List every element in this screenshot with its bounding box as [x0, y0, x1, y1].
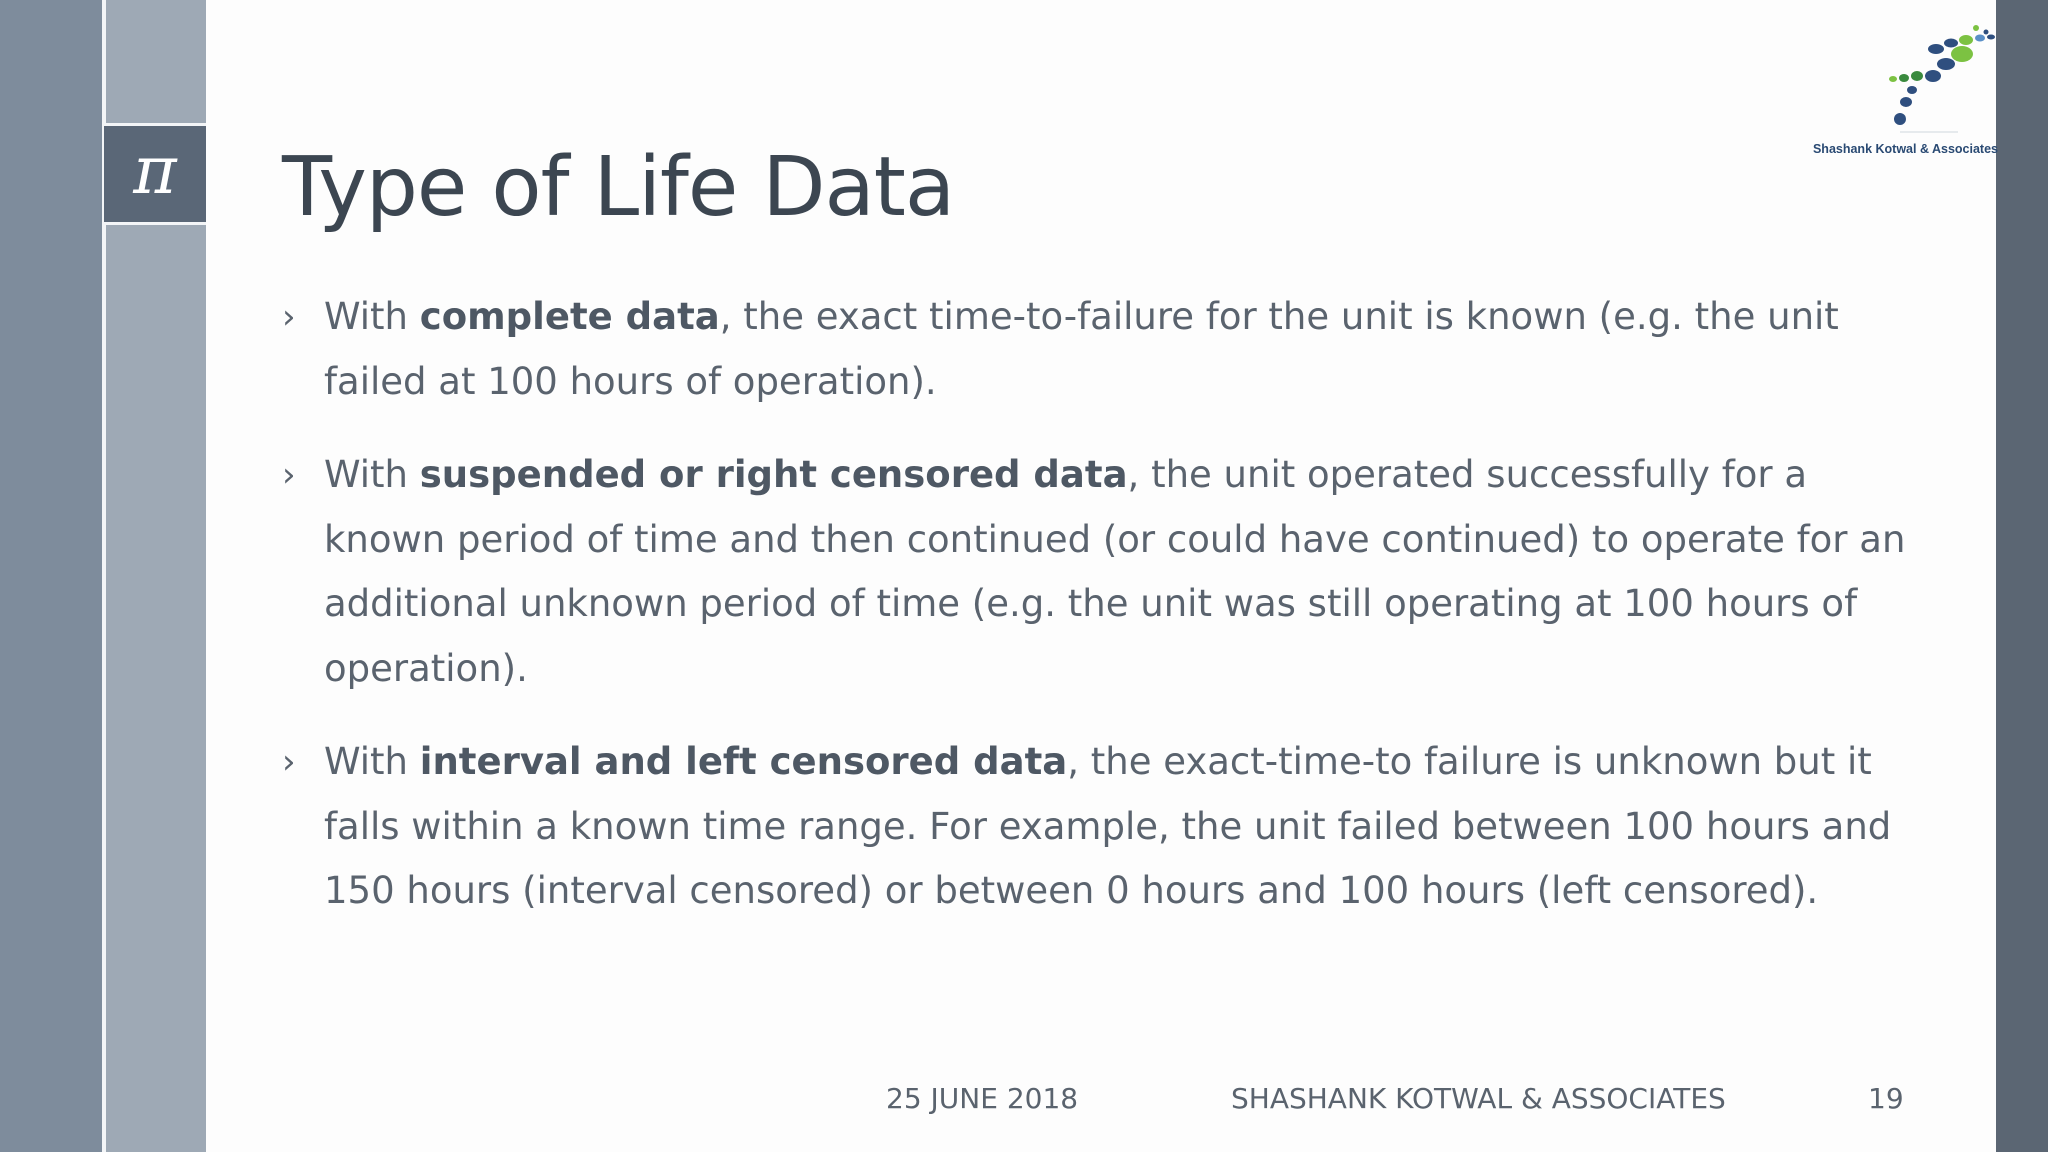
logo-dots-icon: [1808, 18, 1998, 142]
bullet-term: complete data: [419, 295, 720, 338]
bullet-term: suspended or right censored data: [419, 453, 1128, 496]
bullet-item: [282, 730, 1922, 924]
bullet-term: interval and left censored data: [419, 740, 1068, 783]
bullet-chevron-icon: ›: [282, 742, 296, 782]
footer-page-number: 19: [1868, 1082, 1904, 1115]
slide-title: Type of Life Data: [282, 140, 955, 235]
bullet-text: , the exact-time-to failure is unknown but it falls within a known time range. For example, the unit failed between 100 hours and 150 hours (interval censored) or between 0 hours and 100 hours (left censored).: [324, 740, 1892, 912]
bullet-text: , the unit operated successfully for a known period of time and then continued (or could have continued) to operate for an additional unknown period of time (e.g. the unit was still operating at 100 hours of operation).: [324, 453, 1906, 690]
bullet-item: [282, 285, 1922, 414]
footer-date: 25 JUNE 2018: [886, 1082, 1079, 1115]
left-decorative-band: [0, 0, 102, 1152]
pi-icon: π: [133, 132, 177, 209]
footer-organization: SHASHANK KOTWAL & ASSOCIATES: [1231, 1082, 1726, 1115]
bullet-prefix: With: [324, 295, 420, 338]
bullet-chevron-icon: ›: [282, 297, 296, 337]
bullet-prefix: With: [324, 740, 420, 783]
bullet-list: [282, 285, 1922, 953]
bullet-prefix: With: [324, 453, 420, 496]
bullet-chevron-icon: ›: [282, 455, 296, 495]
bullet-item: [282, 443, 1922, 701]
right-decorative-band: [1996, 0, 2048, 1152]
logo-text: Shashank Kotwal & Associates: [1812, 142, 1998, 156]
company-logo: [1808, 18, 1998, 158]
pi-icon-box: [104, 123, 206, 225]
bullet-text: , the exact time-to-failure for the unit is known (e.g. the unit failed at 100 hours of operation).: [324, 295, 1839, 403]
